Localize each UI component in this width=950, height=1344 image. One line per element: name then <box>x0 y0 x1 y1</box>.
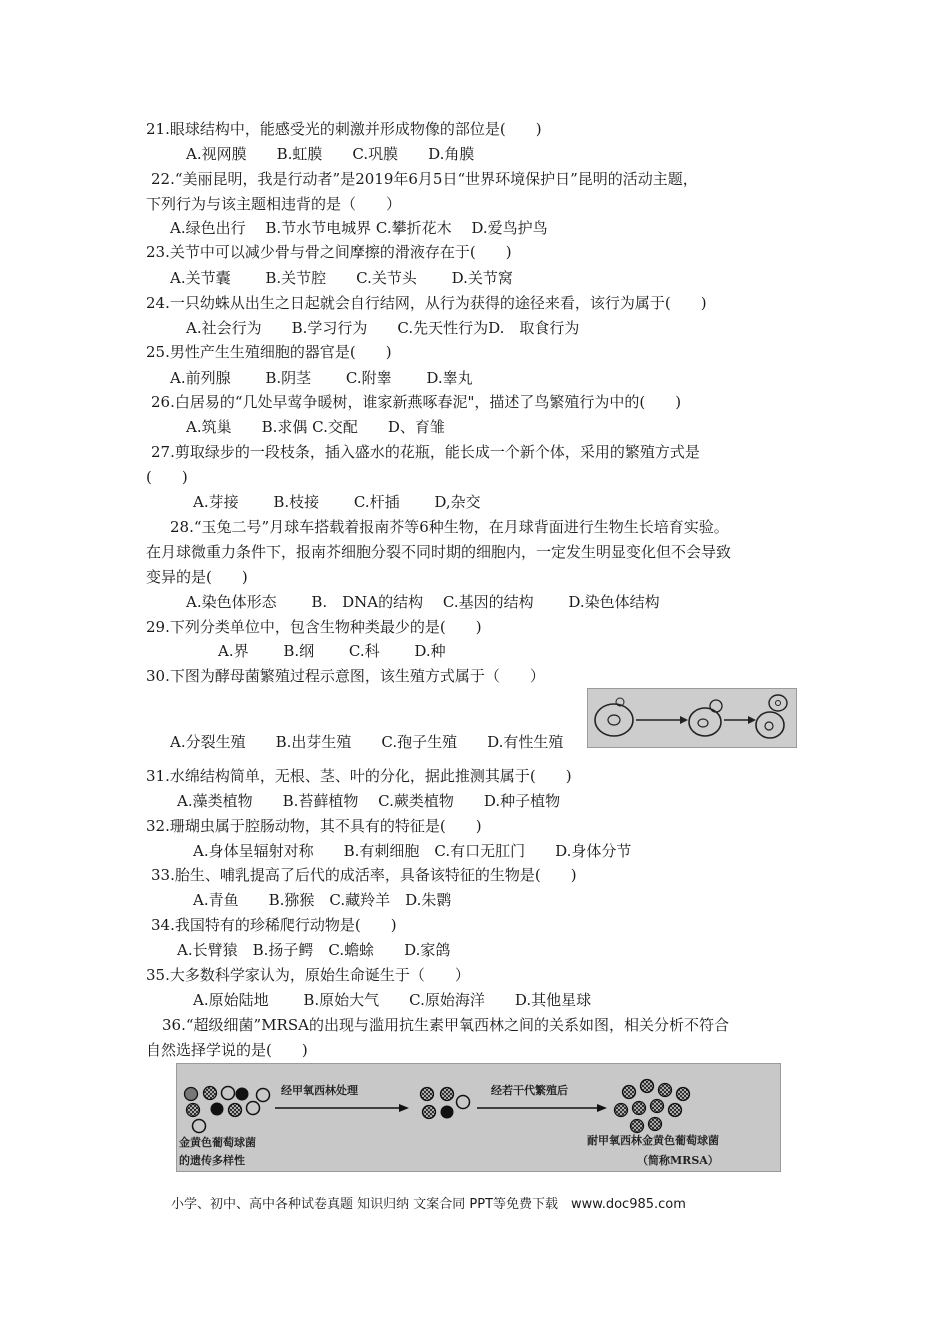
q25-options: A.前列腺 B.阴茎 C.附睾 D.睾丸 <box>170 369 473 387</box>
q26-stem: 26.白居易的“几处早莺争暖树，谁家新燕啄春泥"，描述了鸟繁殖行为中的( ) <box>151 393 682 411</box>
q35-stem: 35.大多数科学家认为，原始生命诞生于（ ） <box>146 966 470 984</box>
q36-stem-line1: 36.“超级细菌”MRSA的出现与滥用抗生素甲氧西林之间的关系如图，相关分析不符合 <box>162 1016 729 1034</box>
q28-stem-line1: 28.“玉兔二号”月球车搭载着报南芥等6种生物，在月球背面进行生物生长培育实验。 <box>170 518 729 536</box>
q23-stem: 23.关节中可以减少骨与骨之间摩擦的滑液存在于( ) <box>146 243 512 261</box>
q33-stem: 33.胎生、哺乳提高了后代的成活率，具备该特征的生物是( ) <box>151 866 577 884</box>
mrsa-right-label-line2: （简称MRSA） <box>637 1154 719 1167</box>
q28-options: A.染色体形态 B. DNA的结构 C.基因的结构 D.染色体结构 <box>186 593 660 611</box>
q22-stem-line1: 22.“美丽昆明，我是行动者”是2019年6月5日“世界环境保护日”昆明的活动主题， <box>151 170 698 188</box>
q32-stem: 32.珊瑚虫属于腔肠动物，其不具有的特征是( ) <box>146 817 482 835</box>
q35-options: A.原始陆地 B.原始大气 C.原始海洋 D.其他星球 <box>193 991 592 1009</box>
q34-options: A.长臂猿 B.扬子鳄 C.蟾蜍 D.家鸽 <box>177 941 451 959</box>
q28-stem-line3: 变异的是( ) <box>146 568 248 586</box>
q22-options: A.绿色出行 B.节水节电城界 C.攀折花木 D.爱鸟护鸟 <box>170 219 548 237</box>
q27-stem-line1: 27.剪取绿步的一段枝条，插入盛水的花瓶，能长成一个新个体，采用的繁殖方式是 <box>151 443 700 461</box>
mrsa-arrow1-label: 经甲氧西林处理 <box>281 1084 358 1097</box>
q28-stem-line2: 在月球微重力条件下，报南芥细胞分裂不同时期的细胞内，一定发生明显变化但不会导致 <box>146 543 732 561</box>
q22-stem-line2: 下列行为与该主题相违背的是（ ） <box>146 195 402 213</box>
q36-stem-line2: 自然选择学说的是( ) <box>146 1041 308 1059</box>
q30-options: A.分裂生殖 B.出芽生殖 C.孢子生殖 D.有性生殖 <box>170 733 564 751</box>
q24-stem: 24.一只幼蛛从出生之日起就会自行结网，从行为获得的途径来看，该行为属于( ) <box>146 294 707 312</box>
q27-stem-line2: ( ) <box>146 468 188 486</box>
q21-stem: 21.眼球结构中，能感受光的刺激并形成物像的部位是( ) <box>146 120 542 138</box>
q27-options: A.芽接 B.枝接 C.杆插 D,杂交 <box>193 493 481 511</box>
q33-options: A.青鱼 B.猕猴 C.藏羚羊 D.朱鹮 <box>193 891 452 909</box>
q25-stem: 25.男性产生生殖细胞的器官是( ) <box>146 343 392 361</box>
q31-options: A.藻类植物 B.苔藓植物 C.蕨类植物 D.种子植物 <box>177 792 561 810</box>
q34-stem: 34.我国特有的珍稀爬行动物是( ) <box>151 916 397 934</box>
mrsa-figure <box>176 1063 781 1172</box>
q32-options: A.身体呈辐射对称 B.有刺细胞 C.有口无肛门 D.身体分节 <box>193 842 632 860</box>
yeast-budding-figure <box>587 688 797 748</box>
q30-stem: 30.下图为酵母菌繁殖过程示意图，该生殖方式属于（ ） <box>146 667 545 685</box>
mrsa-left-label-line2: 的遗传多样性 <box>179 1154 245 1167</box>
q29-stem: 29.下列分类单位中，包含生物种类最少的是( ) <box>146 618 482 636</box>
mrsa-right-label-line1: 耐甲氧西林金黄色葡萄球菌 <box>587 1134 719 1147</box>
q26-options: A.筑巢 B.求偶 C.交配 D、育雏 <box>186 418 445 436</box>
q31-stem: 31.水绵结构简单，无根、茎、叶的分化，据此推测其属于( ) <box>146 767 572 785</box>
page-footer: 小学、初中、高中各种试卷真题 知识归纳 文案合同 PPT等免费下载 www.doc985.com <box>171 1197 686 1212</box>
mrsa-arrow2-label: 经若干代繁殖后 <box>491 1084 568 1097</box>
q29-options: A.界 B.纲 C.科 D.种 <box>218 642 446 660</box>
q23-options: A.关节囊 B.关节腔 C.关节头 D.关节窝 <box>170 269 513 287</box>
mrsa-left-label-line1: 金黄色葡萄球菌 <box>179 1136 256 1149</box>
q24-options: A.社会行为 B.学习行为 C.先天性行为D. 取食行为 <box>186 319 580 337</box>
q21-options: A.视网膜 B.虹膜 C.巩膜 D.角膜 <box>186 145 475 163</box>
